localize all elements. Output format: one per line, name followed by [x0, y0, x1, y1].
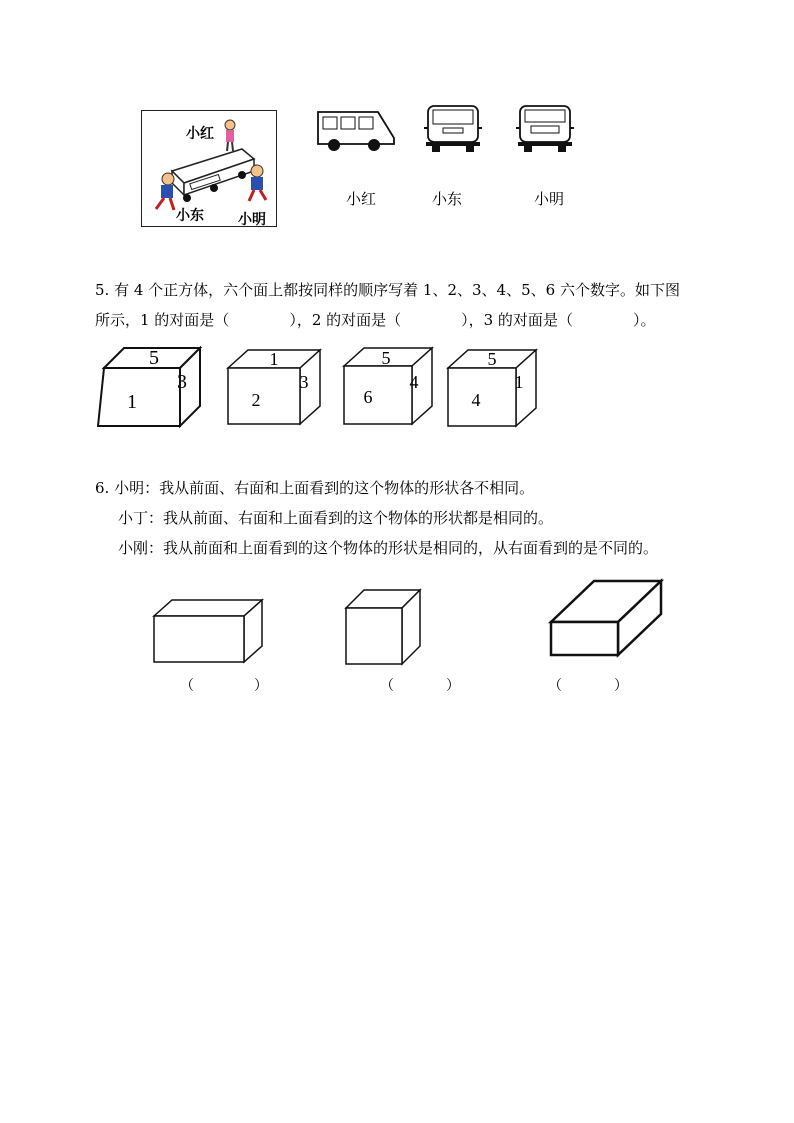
- cube-4-top: 5: [487, 349, 497, 369]
- cube-2-front: 2: [251, 390, 261, 410]
- cube-2-top: 1: [269, 349, 279, 369]
- q5-line-2: 所示，1 的对面是（ ），2 的对面是（ ），3 的对面是（ ）。: [95, 311, 656, 329]
- cube-shape-2: [344, 588, 422, 666]
- cube-2-right: 3: [299, 372, 309, 392]
- cube-3-front: 6: [363, 387, 373, 407]
- numbered-cube-2: [226, 348, 322, 426]
- label-xiaoming: 小明: [238, 212, 266, 227]
- numbered-cube-1: [96, 346, 202, 432]
- q6-line-3: 小刚：我从前面和上面看到的这个物体的形状是相同的，从右面看到的是不同的。: [118, 539, 659, 557]
- numbered-cube-4: [446, 348, 538, 430]
- slab-shape-3: [548, 578, 664, 658]
- numbered-cube-3: [342, 346, 434, 428]
- view-label-3: 小明: [534, 190, 565, 208]
- cube-4-front: 4: [471, 390, 481, 410]
- cuboid-shape-1: [152, 598, 266, 666]
- bus-side-view-icon: [316, 108, 398, 154]
- bus-front-view-icon: [422, 104, 484, 154]
- view-label-2: 小东: [432, 190, 463, 208]
- q6-line-1: 6. 小明：我从前面、右面和上面看到的这个物体的形状各不相同。: [95, 479, 535, 497]
- q6-line-2: 小丁：我从前面、右面和上面看到的这个物体的形状都是相同的。: [118, 509, 554, 527]
- cube-1-right: 3: [177, 371, 187, 393]
- cube-3-right: 4: [409, 372, 419, 392]
- view-label-1: 小红: [346, 190, 377, 208]
- cube-1-top: 5: [149, 347, 159, 369]
- label-xiaohong: 小红: [186, 126, 214, 142]
- bus-back-view-icon: [514, 104, 576, 154]
- cube-4-right: 1: [514, 372, 524, 392]
- cube-1-front: 1: [127, 391, 137, 413]
- q5-line-1: 5. 有 4 个正方体，六个面上都按同样的顺序写着 1、2、3、4、5、6 六个数字。如下图: [95, 281, 680, 299]
- cube-3-top: 5: [381, 348, 391, 368]
- scene-illustration: [141, 110, 277, 227]
- label-xiaodong: 小东: [176, 208, 204, 224]
